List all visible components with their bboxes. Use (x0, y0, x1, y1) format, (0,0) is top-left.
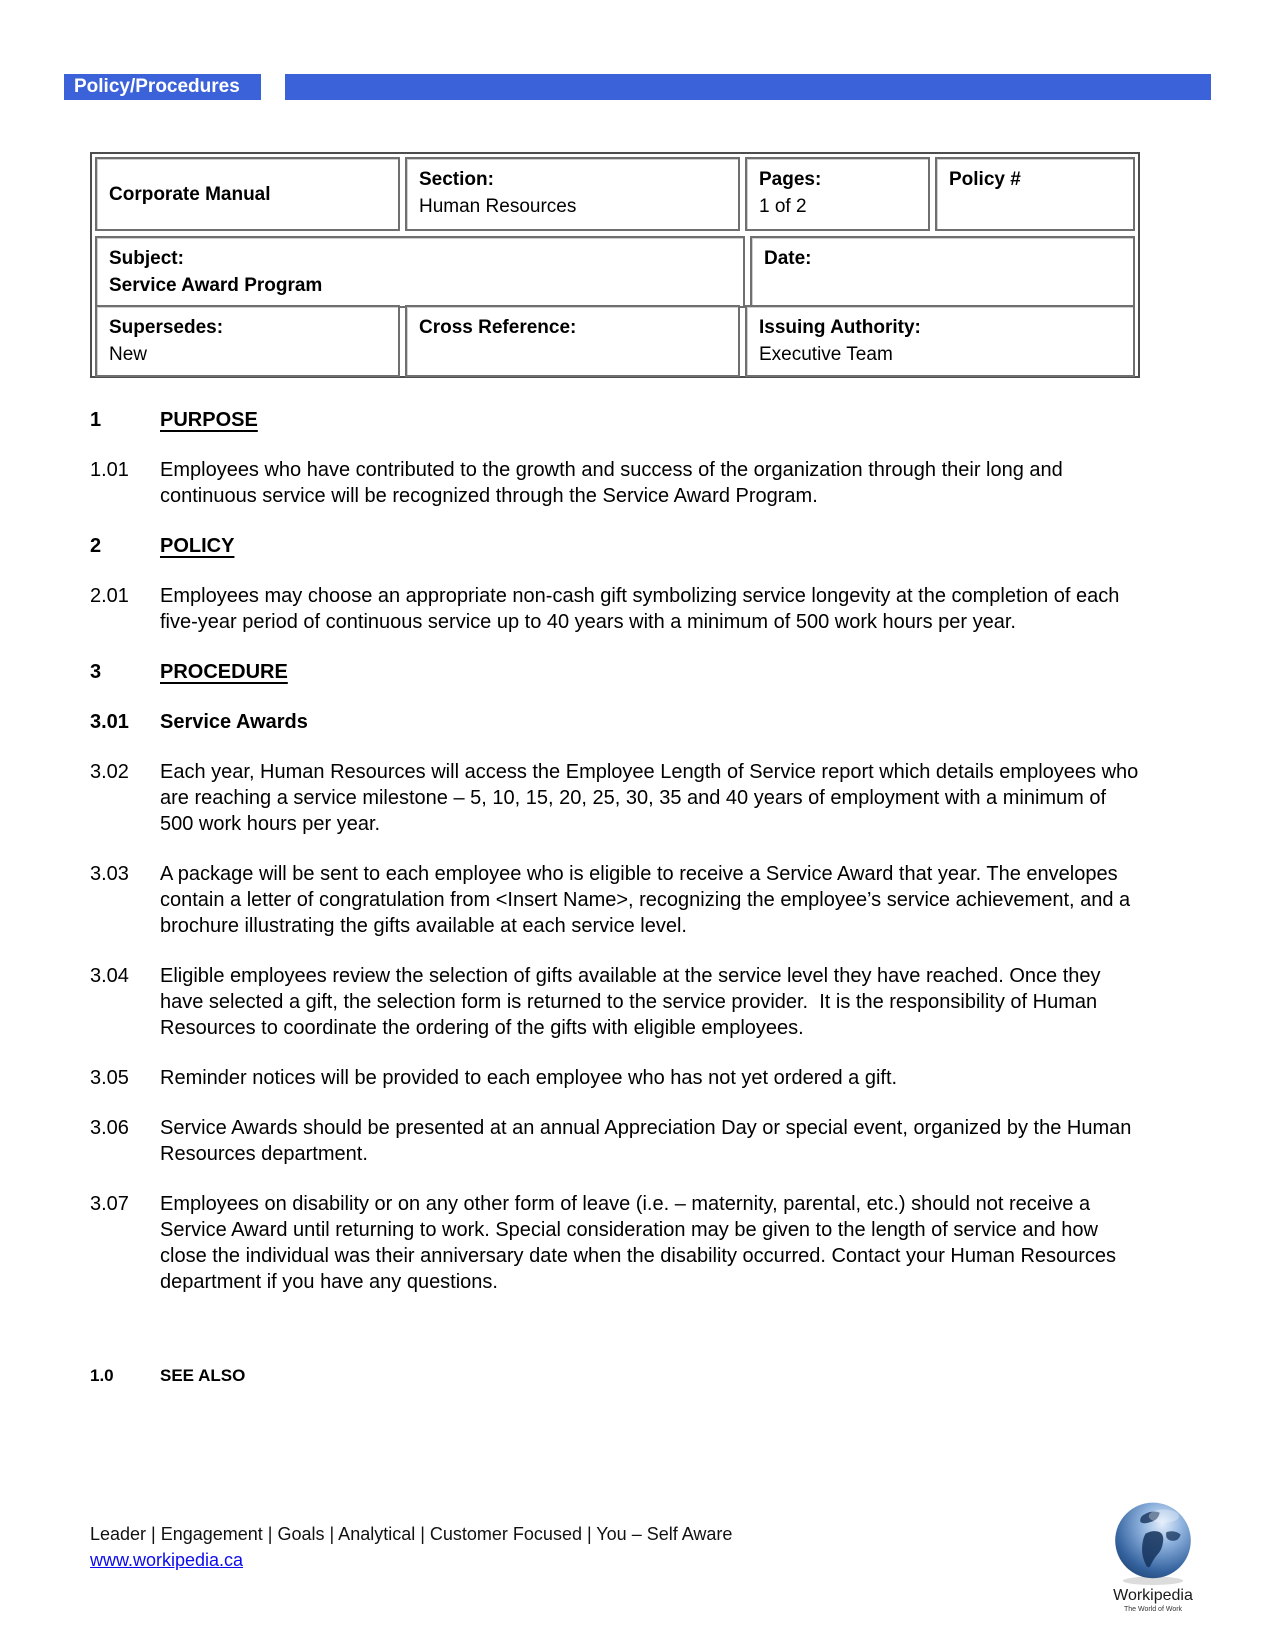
corporate-manual-cell (95, 157, 400, 231)
paragraph-number: 3.06 (90, 1117, 129, 1139)
section-heading-policy (90, 533, 1142, 559)
policy-paragraph (90, 1191, 1142, 1295)
page-footer (90, 1521, 990, 1573)
policy-paragraph (90, 759, 1142, 837)
paragraph-text: Employees may choose an appropriate non-cash gift symbolizing service longevity at the completion of each five-year period of continuous service up to 40 years with a minimum of 500 work hours per year. (160, 585, 1125, 633)
table-row (95, 157, 1135, 231)
paragraph-number: 2.01 (90, 585, 129, 607)
issuing-authority-value: Executive Team (759, 344, 893, 365)
issuing-authority-cell (745, 305, 1135, 377)
section-number: 1 (90, 409, 102, 431)
pages-value: 1 of 2 (759, 196, 807, 217)
workipedia-logo (1088, 1500, 1218, 1614)
paragraph-number: 1.01 (90, 459, 129, 481)
paragraph-number: 3.01 (90, 711, 129, 733)
paragraph-text: Reminder notices will be provided to each employee who has not yet ordered a gift. (160, 1067, 898, 1089)
paragraph-text: Employees who have contributed to the growth and success of the organization through their long and continuous service will be recognized through the Service Award Program. (160, 459, 1069, 507)
workipedia-globe-icon (1088, 1500, 1218, 1586)
section-value: Human Resources (419, 196, 577, 217)
paragraph-text: A package will be sent to each employee who is eligible to receive a Service Award that year. The envelopes contain a letter of congratulation from <Insert Name>, recognizing the employee’s service achievement, and a brochure illustrating the gifts available at each service level. (160, 863, 1136, 937)
policy-procedures-tab (64, 74, 261, 100)
supersedes-value: New (109, 344, 148, 365)
paragraph-number: 3.02 (90, 761, 129, 783)
policy-paragraph (90, 1115, 1142, 1167)
policy-paragraph (90, 583, 1142, 635)
date-label: Date: (764, 248, 812, 269)
subsection-heading-service-awards (90, 709, 1142, 735)
section-heading-text: PROCEDURE (160, 661, 288, 683)
section-label: Section: (419, 169, 494, 190)
paragraph-number: 3.05 (90, 1067, 129, 1089)
see-also-text: SEE ALSO (160, 1366, 246, 1385)
subsection-heading-text: Service Awards (160, 711, 308, 733)
policy-procedures-label: Policy/Procedures (74, 76, 240, 97)
supersedes-label: Supersedes: (109, 317, 224, 338)
section-number: 1.0 (90, 1366, 114, 1385)
subject-cell (95, 236, 745, 308)
policy-number-cell (935, 157, 1135, 231)
paragraph-number: 3.07 (90, 1193, 129, 1215)
workipedia-logo-tagline: The World of Work (1123, 1606, 1183, 1613)
policy-paragraph (90, 457, 1142, 509)
see-also-heading (90, 1363, 1142, 1389)
paragraph-number: 3.04 (90, 965, 129, 987)
section-heading-procedure (90, 659, 1142, 685)
paragraph-number: 3.03 (90, 863, 129, 885)
policy-number-label: Policy # (949, 169, 1021, 190)
policy-paragraph (90, 963, 1142, 1041)
company-values-line: Leader | Engagement | Goals | Analytical | Customer Focused | You – Self Aware (90, 1524, 733, 1544)
policy-paragraph (90, 1065, 1142, 1091)
subject-label: Subject: (109, 248, 184, 269)
date-cell (750, 236, 1135, 308)
policy-paragraph (90, 861, 1142, 939)
table-row (95, 305, 1135, 373)
section-number: 3 (90, 661, 102, 683)
supersedes-cell (95, 305, 400, 377)
table-row (95, 236, 1135, 300)
policy-info-table (90, 152, 1140, 378)
paragraph-text: Employees on disability or on any other form of leave (i.e. – maternity, parental, etc.) should not receive a Service Award until returning to work. Special consideration may be given to the length of service and how close the individual was their anniversary date when the disability occurred. Contact your Human Resources department if you have any questions. (160, 1193, 1122, 1293)
subject-value: Service Award Program (109, 275, 323, 296)
issuing-authority-label: Issuing Authority: (759, 317, 921, 338)
pages-label: Pages: (759, 169, 822, 190)
section-heading-text: PURPOSE (160, 409, 258, 431)
corporate-manual-title: Corporate Manual (109, 183, 271, 205)
document-body (90, 407, 1142, 1413)
pages-cell (745, 157, 930, 231)
workipedia-logo-name: Workipedia (1113, 1587, 1193, 1604)
workipedia-website-link[interactable]: www.workipedia.ca (90, 1550, 244, 1570)
section-number: 2 (90, 535, 102, 557)
paragraph-text: Each year, Human Resources will access the Employee Length of Service report which details employees who are reaching a service milestone – 5, 10, 15, 20, 25, 30, 35 and 40 years of employment with a minimum of 500 work hours per year. (160, 761, 1144, 835)
paragraph-text: Service Awards should be presented at an annual Appreciation Day or special event, organized by the Human Resources department. (160, 1117, 1137, 1165)
cross-reference-label: Cross Reference: (419, 317, 577, 338)
cross-reference-cell (405, 305, 740, 377)
header-accent-bar (285, 74, 1211, 100)
section-heading-text: POLICY (160, 535, 235, 557)
section-cell (405, 157, 740, 231)
section-heading-purpose (90, 407, 1142, 433)
paragraph-text: Eligible employees review the selection of gifts available at the service level they have reached. Once they have selected a gift, the selection form is returned to the service provider. It is the responsibility of Human Resources to coordinate the ordering of the gifts with eligible employees. (160, 965, 1107, 1039)
